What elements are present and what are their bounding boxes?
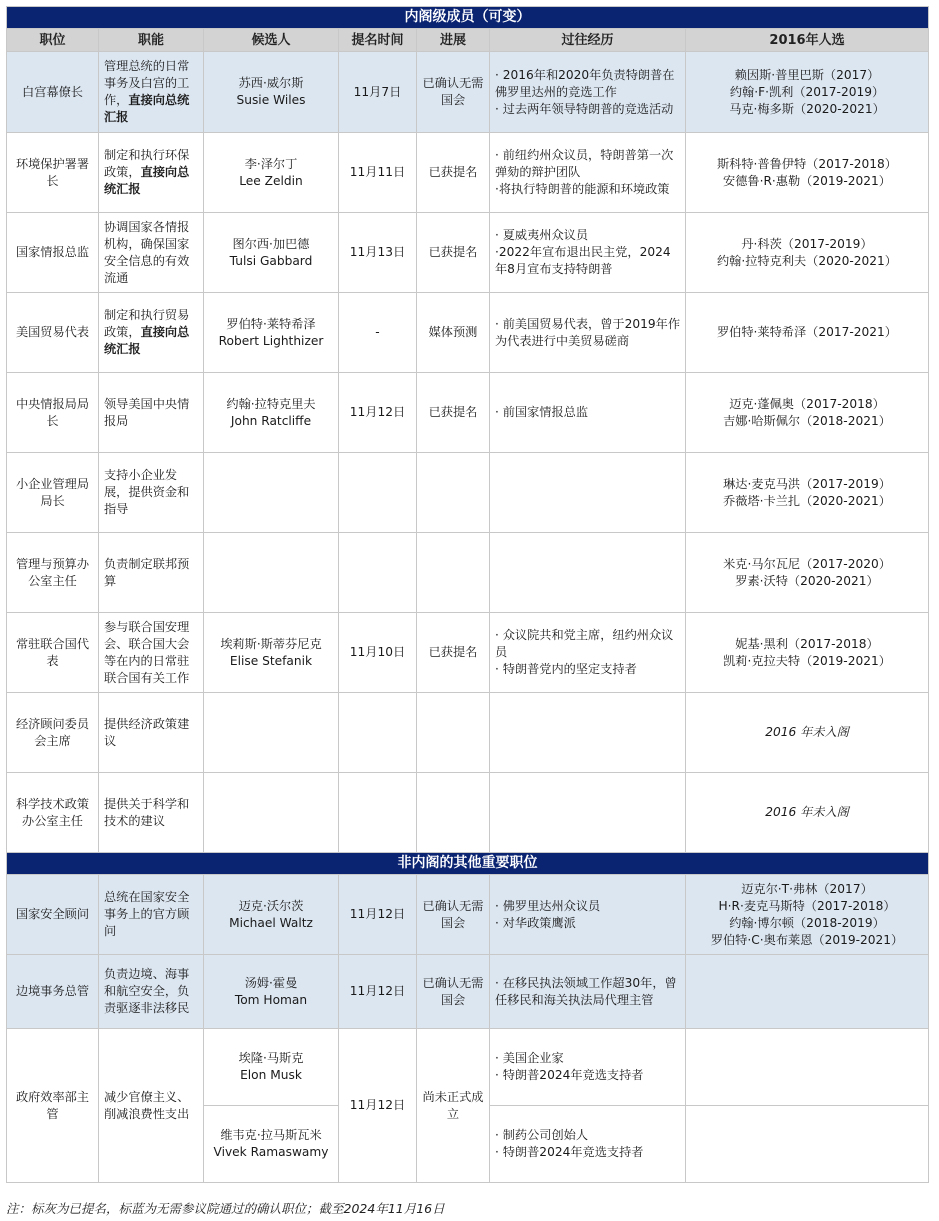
cell-position: 国家安全顾问 [7, 875, 99, 955]
cell-date: 11月12日 [339, 875, 417, 955]
cell-date [339, 773, 417, 853]
cell-prev [686, 52, 929, 133]
function-text: 参与联合国安理会、联合国大会等在内的日常驻联合国有关工作 [104, 619, 190, 685]
cell-candidate [204, 613, 339, 693]
cell-function [99, 453, 204, 533]
candidate-name-en: Tom Homan [234, 992, 308, 1007]
cell-experience [490, 955, 686, 1029]
cell-experience [490, 693, 686, 773]
table-row [7, 693, 929, 773]
cell-date: 11月10日 [339, 613, 417, 693]
table-row [7, 773, 929, 853]
cell-status: 已确认无需国会 [417, 52, 490, 133]
cabinet-table [6, 6, 929, 1183]
col-header-prev: 2016年人选 [686, 29, 929, 52]
prev-person: 赖因斯·普里巴斯（2017） [734, 67, 880, 82]
candidate-name-en: Michael Waltz [229, 915, 313, 930]
table-row [7, 213, 929, 293]
cell-candidate [204, 875, 339, 955]
cell-function [99, 52, 204, 133]
candidate-name-en: Elise Stefanik [229, 653, 313, 668]
prev-note: 2016 年未入阁 [765, 725, 849, 739]
candidate-name-cn: 图尔西·加巴德 [232, 236, 310, 251]
cell-function [99, 293, 204, 373]
table-row [7, 875, 929, 955]
candidate-name-cn: 汤姆·霍曼 [244, 975, 298, 990]
cell-function: 负责边境、海事和航空安全，负责驱逐非法移民 [99, 955, 204, 1029]
table-row [7, 133, 929, 213]
cell-prev [686, 955, 929, 1029]
experience-line: · 前纽约州众议员，特朗普第一次弹劾的辩护团队 [495, 148, 674, 179]
cell-prev [686, 453, 929, 533]
cell-experience [490, 52, 686, 133]
cell-position: 白宫幕僚长 [7, 52, 99, 133]
candidate-name-cn: 李·泽尔丁 [244, 156, 298, 171]
cell-date: 11月12日 [339, 1029, 417, 1183]
experience-line: · 佛罗里达州众议员 [495, 898, 601, 913]
cell-date [339, 453, 417, 533]
function-text: 制定和执行环保政策， [104, 148, 190, 179]
cell-experience [490, 453, 686, 533]
prev-person: 约翰·拉特克利夫（2020-2021） [717, 253, 897, 268]
cell-status [417, 773, 490, 853]
table-row [7, 955, 929, 1029]
cell-status [417, 453, 490, 533]
experience-line: ·将执行特朗普的能源和环境政策 [495, 182, 670, 196]
candidate-name-en: Robert Lighthizer [218, 333, 324, 348]
table-row [7, 1029, 929, 1106]
cell-prev [686, 613, 929, 693]
cell-experience [490, 613, 686, 693]
section-title-cabinet: 内阁级成员（可变） [7, 7, 929, 29]
cell-experience [490, 213, 686, 293]
experience-line: · 前美国贸易代表，曾于2019年作为代表进行中美贸易磋商 [495, 316, 681, 348]
candidate-name-cn: 迈克·沃尔茨 [238, 898, 304, 913]
cell-candidate [204, 1029, 339, 1106]
cell-candidate [204, 133, 339, 213]
cell-prev [686, 1106, 929, 1183]
section-title-other: 非内阁的其他重要职位 [7, 853, 929, 875]
cell-experience [490, 1029, 686, 1106]
prev-person: 吉娜·哈斯佩尔（2018-2021） [723, 413, 891, 428]
experience-line: · 夏威夷州众议员 [495, 228, 589, 242]
experience-line: · 过去两年领导特朗普的竞选活动 [495, 101, 674, 116]
cell-candidate [204, 453, 339, 533]
experience-line: · 对华政策鹰派 [495, 915, 576, 930]
prev-person: 乔薇塔·卡兰扎（2020-2021） [723, 493, 891, 508]
prev-person: 罗素·沃特（2020-2021） [735, 573, 879, 588]
candidate-name-en: Susie Wiles [236, 93, 306, 107]
cell-function: 总统在国家安全事务上的官方顾问 [99, 875, 204, 955]
candidate-name-cn: 埃莉斯·斯蒂芬尼克 [220, 636, 322, 651]
cell-experience [490, 133, 686, 213]
function-text: 领导美国中央情报局 [104, 396, 190, 428]
cell-date [339, 533, 417, 613]
candidate-name-en: Lee Zeldin [239, 173, 303, 188]
cell-candidate [204, 955, 339, 1029]
function-text: 支持小企业发展，提供资金和指导 [104, 468, 190, 516]
candidate-name-en: Vivek Ramaswamy [213, 1145, 329, 1159]
cell-function [99, 533, 204, 613]
prev-person: 迈克尔·T·弗林（2017） [741, 881, 873, 896]
experience-line: · 制药公司创始人 [495, 1128, 589, 1142]
prev-person: H·R·麦克马斯特（2017-2018） [718, 898, 896, 913]
candidate-name-cn: 埃隆·马斯克 [238, 1051, 304, 1065]
cell-date: 11月12日 [339, 373, 417, 453]
prev-person: 迈克·蓬佩奥（2017-2018） [729, 396, 885, 411]
function-text: 制定和执行贸易政策， [104, 308, 190, 339]
function-text: 提供关于科学和技术的建议 [104, 796, 190, 828]
table-row [7, 613, 929, 693]
prev-person: 罗伯特·C·奥布莱恩（2019-2021） [710, 932, 904, 947]
prev-person: 米克·马尔瓦尼（2017-2020） [723, 556, 891, 571]
cell-experience [490, 875, 686, 955]
experience-line: · 美国企业家 [495, 1051, 564, 1065]
prev-person: 约翰·博尔顿（2018-2019） [729, 915, 885, 930]
prev-person: 罗伯特·莱特希泽（2017-2021） [717, 325, 897, 339]
cell-function [99, 133, 204, 213]
cell-position: 美国贸易代表 [7, 293, 99, 373]
cell-date [339, 693, 417, 773]
footnote: 注：标灰为已提名，标蓝为无需参议院通过的确认职位；截至2024年11月16日 [6, 1201, 445, 1216]
prev-person: 妮基·黑利（2017-2018） [735, 636, 879, 651]
function-text: 负责制定联邦预算 [104, 556, 190, 588]
col-header-position: 职位 [7, 29, 99, 52]
cell-status: 已获提名 [417, 133, 490, 213]
function-text: 提供经济政策建议 [104, 716, 190, 748]
cell-candidate [204, 52, 339, 133]
cell-date: 11月11日 [339, 133, 417, 213]
experience-line: · 在移民执法领域工作超30年，曾任移民和海关执法局代理主管 [495, 975, 677, 1007]
candidate-name-cn: 罗伯特·莱特希泽 [226, 316, 316, 331]
prev-person: 斯科特·普鲁伊特（2017-2018） [717, 156, 897, 171]
experience-line: · 众议院共和党主席，纽约州众议员 [495, 628, 674, 659]
cell-prev [686, 773, 929, 853]
prev-person: 丹·科茨（2017-2019） [741, 236, 873, 251]
cell-prev [686, 533, 929, 613]
table-row [7, 373, 929, 453]
candidate-name-cn: 约翰·拉特克里夫 [226, 396, 316, 411]
candidate-name-en: John Ratcliffe [230, 413, 312, 428]
table-row [7, 533, 929, 613]
cell-experience [490, 773, 686, 853]
cell-function [99, 613, 204, 693]
cell-position: 小企业管理局局长 [7, 453, 99, 533]
prev-person: 约翰·F·凯利（2017-2019） [729, 84, 885, 99]
experience-line: · 特朗普2024年竞选支持者 [495, 1068, 644, 1082]
cell-candidate [204, 373, 339, 453]
cell-date: 11月12日 [339, 955, 417, 1029]
col-header-status: 进展 [417, 29, 490, 52]
col-header-function: 职能 [99, 29, 204, 52]
candidate-name-cn: 维韦克·拉马斯瓦米 [220, 1128, 322, 1142]
col-header-date: 提名时间 [339, 29, 417, 52]
col-header-candidate: 候选人 [204, 29, 339, 52]
cell-candidate [204, 1106, 339, 1183]
cell-status: 尚未正式成立 [417, 1029, 490, 1183]
cell-function [99, 213, 204, 293]
cell-prev [686, 293, 929, 373]
cell-candidate [204, 693, 339, 773]
cell-experience [490, 533, 686, 613]
cell-candidate [204, 533, 339, 613]
function-emphasis: 直接向总统汇报 [104, 93, 190, 124]
cell-prev [686, 875, 929, 955]
cell-function [99, 693, 204, 773]
cell-date: 11月7日 [339, 52, 417, 133]
cell-experience [490, 373, 686, 453]
cell-status [417, 533, 490, 613]
cell-candidate [204, 293, 339, 373]
cell-prev [686, 1029, 929, 1106]
experience-line: ·2022年宣布退出民主党，2024年8月宣布支持特朗普 [495, 245, 671, 276]
cell-experience [490, 293, 686, 373]
col-header-experience: 过往经历 [490, 29, 686, 52]
experience-line: · 2016年和2020年负责特朗普在佛罗里达州的竞选工作 [495, 67, 675, 99]
table-row [7, 293, 929, 373]
experience-line: · 前国家情报总监 [495, 405, 589, 419]
cell-status: 已获提名 [417, 373, 490, 453]
candidate-name-en: Elon Musk [240, 1068, 302, 1082]
prev-person: 马克·梅多斯（2020-2021） [729, 101, 885, 116]
cell-function [99, 773, 204, 853]
cell-prev [686, 373, 929, 453]
cell-function: 减少官僚主义、削减浪费性支出 [99, 1029, 204, 1183]
cell-status: 已获提名 [417, 213, 490, 293]
cell-prev [686, 693, 929, 773]
cell-status: 已获提名 [417, 613, 490, 693]
cell-function [99, 373, 204, 453]
cell-status [417, 693, 490, 773]
function-emphasis: 直接向总统汇报 [104, 325, 190, 356]
cell-candidate [204, 773, 339, 853]
cell-position: 边境事务总管 [7, 955, 99, 1029]
header-row [7, 29, 929, 52]
table-row [7, 453, 929, 533]
section-row [7, 853, 929, 875]
table-row [7, 52, 929, 133]
prev-person: 安德鲁·R·惠勒（2019-2021） [723, 173, 891, 188]
cell-status: 已确认无需国会 [417, 875, 490, 955]
function-text: 管理总统的日常事务及白宫的工作， [104, 59, 190, 107]
cabinet-table-container [6, 6, 928, 1183]
prev-note: 2016 年未入阁 [765, 805, 849, 819]
cell-date: 11月13日 [339, 213, 417, 293]
cell-prev [686, 133, 929, 213]
candidate-name-cn: 苏西·威尔斯 [238, 76, 304, 90]
cell-position: 经济顾问委员会主席 [7, 693, 99, 773]
cell-date: - [339, 293, 417, 373]
cell-status: 媒体预测 [417, 293, 490, 373]
candidate-name-en: Tulsi Gabbard [229, 253, 313, 268]
cell-position: 政府效率部主管 [7, 1029, 99, 1183]
cell-prev [686, 213, 929, 293]
experience-line: · 特朗普2024年竞选支持者 [495, 1145, 644, 1159]
cell-position: 常驻联合国代表 [7, 613, 99, 693]
prev-person: 琳达·麦克马洪（2017-2019） [723, 476, 891, 491]
cell-experience [490, 1106, 686, 1183]
cell-position: 环境保护署署长 [7, 133, 99, 213]
cell-position: 管理与预算办公室主任 [7, 533, 99, 613]
function-text: 协调国家各情报机构，确保国家安全信息的有效流通 [104, 219, 190, 285]
cell-candidate [204, 213, 339, 293]
cell-status: 已确认无需国会 [417, 955, 490, 1029]
function-emphasis: 直接向总统汇报 [104, 165, 190, 196]
cell-position: 中央情报局局长 [7, 373, 99, 453]
cell-position: 国家情报总监 [7, 213, 99, 293]
cell-position: 科学技术政策办公室主任 [7, 773, 99, 853]
prev-person: 凯莉·克拉夫特（2019-2021） [723, 653, 891, 668]
experience-line: · 特朗普党内的坚定支持者 [495, 662, 637, 676]
